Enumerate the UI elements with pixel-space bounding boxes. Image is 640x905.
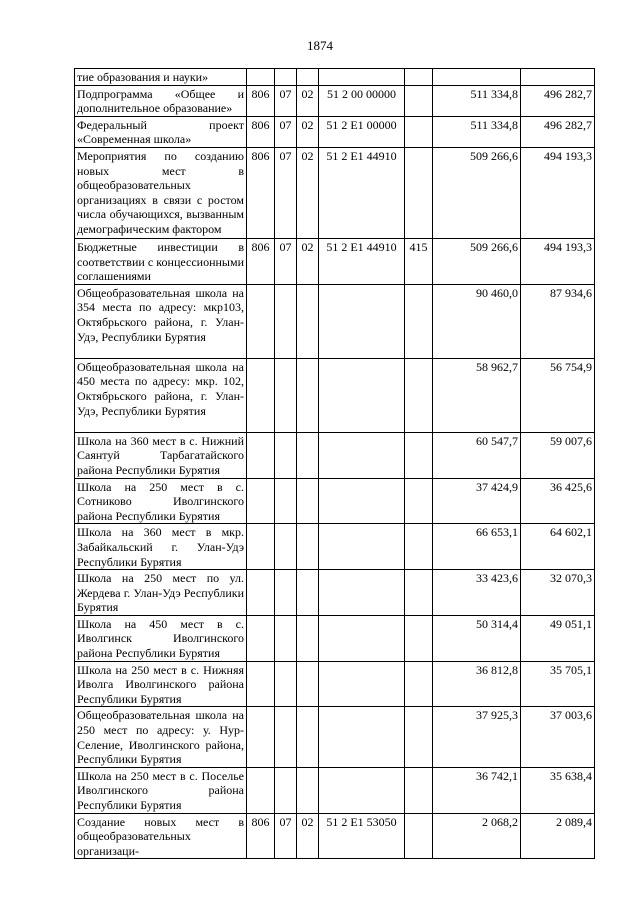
row-amount-2: 37 003,6 bbox=[521, 707, 595, 767]
row-subsection-code bbox=[297, 767, 319, 813]
table-row bbox=[75, 570, 595, 616]
row-amount-2: 35 705,1 bbox=[521, 661, 595, 707]
table-row bbox=[75, 358, 595, 432]
row-ved-code bbox=[247, 358, 275, 432]
row-name: Школа на 360 мест в с. Нижний Саянтуй Тарбагатайского района Республики Бурятия bbox=[75, 432, 247, 478]
row-section-code bbox=[275, 707, 297, 767]
row-target-article: 51 2 E1 44910 bbox=[319, 238, 405, 284]
row-subsection-code bbox=[297, 358, 319, 432]
row-name: Школа на 250 мест по ул. Жердева г. Улан-Удэ Республики Бурятия bbox=[75, 570, 247, 616]
row-section-code bbox=[275, 432, 297, 478]
row-expense-type bbox=[405, 432, 433, 478]
row-subsection-code bbox=[297, 570, 319, 616]
row-amount-1: 509 266,6 bbox=[433, 238, 521, 284]
row-target-article bbox=[319, 524, 405, 570]
row-expense-type bbox=[405, 85, 433, 116]
row-section-code bbox=[275, 524, 297, 570]
row-amount-1: 36 742,1 bbox=[433, 767, 521, 813]
row-expense-type bbox=[405, 116, 433, 147]
row-amount-2: 49 051,1 bbox=[521, 615, 595, 661]
row-ved-code bbox=[247, 570, 275, 616]
table-row bbox=[75, 238, 595, 284]
row-amount-2: 35 638,4 bbox=[521, 767, 595, 813]
row-expense-type bbox=[405, 478, 433, 524]
row-target-article bbox=[319, 661, 405, 707]
row-name: Общеобразовательная школа на 354 места по адресу: мкр103, Октябрьского района, г. Улан-Удэ, Республики Бурятия bbox=[75, 284, 247, 358]
row-expense-type bbox=[405, 661, 433, 707]
row-expense-type bbox=[405, 767, 433, 813]
row-amount-2: 59 007,6 bbox=[521, 432, 595, 478]
row-subsection-code bbox=[297, 661, 319, 707]
table-row bbox=[75, 707, 595, 767]
row-ved-code bbox=[247, 284, 275, 358]
row-amount-2: 496 282,7 bbox=[521, 116, 595, 147]
row-expense-type bbox=[405, 358, 433, 432]
row-target-article bbox=[319, 570, 405, 616]
row-expense-type bbox=[405, 570, 433, 616]
row-amount-1: 33 423,6 bbox=[433, 570, 521, 616]
row-name: Школа на 250 мест в с. Нижняя Иволга Иволгинского района Республики Бурятия bbox=[75, 661, 247, 707]
table-row bbox=[75, 524, 595, 570]
row-subsection-code bbox=[297, 69, 319, 86]
row-target-article bbox=[319, 69, 405, 86]
row-target-article bbox=[319, 432, 405, 478]
row-subsection-code: 02 bbox=[297, 147, 319, 238]
row-subsection-code bbox=[297, 478, 319, 524]
row-subsection-code bbox=[297, 432, 319, 478]
row-amount-2: 56 754,9 bbox=[521, 358, 595, 432]
table-row bbox=[75, 767, 595, 813]
row-ved-code bbox=[247, 615, 275, 661]
row-ved-code bbox=[247, 767, 275, 813]
row-amount-2: 494 193,3 bbox=[521, 147, 595, 238]
row-amount-1: 36 812,8 bbox=[433, 661, 521, 707]
row-section-code bbox=[275, 661, 297, 707]
row-section-code bbox=[275, 570, 297, 616]
row-amount-2: 2 089,4 bbox=[521, 813, 595, 859]
row-subsection-code: 02 bbox=[297, 813, 319, 859]
row-amount-2 bbox=[521, 69, 595, 86]
row-name: Общеобразовательная школа на 250 мест по адресу: у. Нур-Селение, Иволгинского района, Республики Бурятия bbox=[75, 707, 247, 767]
row-target-article bbox=[319, 707, 405, 767]
row-section-code bbox=[275, 358, 297, 432]
row-amount-1: 511 334,8 bbox=[433, 85, 521, 116]
row-expense-type bbox=[405, 707, 433, 767]
table-row bbox=[75, 85, 595, 116]
row-ved-code bbox=[247, 661, 275, 707]
row-name: Бюджетные инвестиции в соответствии с концессионными соглашениями bbox=[75, 238, 247, 284]
row-name: Федеральный проект «Современная школа» bbox=[75, 116, 247, 147]
row-amount-1: 509 266,6 bbox=[433, 147, 521, 238]
row-amount-1: 50 314,4 bbox=[433, 615, 521, 661]
row-expense-type: 415 bbox=[405, 238, 433, 284]
row-expense-type bbox=[405, 524, 433, 570]
row-amount-2: 36 425,6 bbox=[521, 478, 595, 524]
table-row bbox=[75, 432, 595, 478]
row-section-code bbox=[275, 69, 297, 86]
row-name: Школа на 360 мест в мкр. Забайкальский г. Улан-Удэ Республики Бурятия bbox=[75, 524, 247, 570]
table-row bbox=[75, 661, 595, 707]
page-number: 1874 bbox=[307, 38, 333, 53]
row-section-code bbox=[275, 478, 297, 524]
row-target-article: 51 2 E1 53050 bbox=[319, 813, 405, 859]
row-amount-1: 90 460,0 bbox=[433, 284, 521, 358]
row-name: Школа на 250 мест в с. Поселье Иволгинского района Республики Бурятия bbox=[75, 767, 247, 813]
row-target-article bbox=[319, 478, 405, 524]
row-name: Школа на 250 мест в с. Сотниково Иволгинского района Республики Бурятия bbox=[75, 478, 247, 524]
table-row bbox=[75, 147, 595, 238]
row-amount-2: 496 282,7 bbox=[521, 85, 595, 116]
row-expense-type bbox=[405, 147, 433, 238]
row-subsection-code bbox=[297, 615, 319, 661]
row-expense-type bbox=[405, 69, 433, 86]
row-subsection-code: 02 bbox=[297, 238, 319, 284]
row-ved-code: 806 bbox=[247, 85, 275, 116]
table-row bbox=[75, 478, 595, 524]
row-ved-code bbox=[247, 69, 275, 86]
row-amount-1: 37 424,9 bbox=[433, 478, 521, 524]
row-section-code: 07 bbox=[275, 238, 297, 284]
row-subsection-code: 02 bbox=[297, 116, 319, 147]
row-amount-2: 32 070,3 bbox=[521, 570, 595, 616]
row-ved-code: 806 bbox=[247, 813, 275, 859]
row-section-code bbox=[275, 284, 297, 358]
row-amount-2: 64 602,1 bbox=[521, 524, 595, 570]
row-name: Мероприятия по созданию новых мест в общеобразовательных организациях в связи с ростом числа обучающихся, вызванным демографическим фактором bbox=[75, 147, 247, 238]
row-target-article bbox=[319, 767, 405, 813]
row-section-code: 07 bbox=[275, 116, 297, 147]
row-section-code: 07 bbox=[275, 813, 297, 859]
table-row bbox=[75, 615, 595, 661]
row-section-code bbox=[275, 615, 297, 661]
row-name: Создание новых мест в общеобразовательных организаци- bbox=[75, 813, 247, 859]
row-amount-1: 37 925,3 bbox=[433, 707, 521, 767]
row-expense-type bbox=[405, 284, 433, 358]
row-target-article bbox=[319, 284, 405, 358]
row-name: Общеобразовательная школа на 450 места по адресу: мкр. 102, Октябрьского района, г. Улан-Удэ, Республики Бурятия bbox=[75, 358, 247, 432]
row-subsection-code bbox=[297, 284, 319, 358]
row-subsection-code: 02 bbox=[297, 85, 319, 116]
table-row bbox=[75, 116, 595, 147]
row-ved-code bbox=[247, 478, 275, 524]
row-target-article bbox=[319, 358, 405, 432]
row-amount-1: 60 547,7 bbox=[433, 432, 521, 478]
budget-table bbox=[74, 68, 595, 859]
row-amount-2: 494 193,3 bbox=[521, 238, 595, 284]
row-amount-1 bbox=[433, 69, 521, 86]
row-name: Школа на 450 мест в с. Иволгинск Иволгинского района Республики Бурятия bbox=[75, 615, 247, 661]
row-ved-code bbox=[247, 707, 275, 767]
row-subsection-code bbox=[297, 707, 319, 767]
row-amount-1: 2 068,2 bbox=[433, 813, 521, 859]
row-target-article: 51 2 00 00000 bbox=[319, 85, 405, 116]
row-ved-code: 806 bbox=[247, 238, 275, 284]
row-expense-type bbox=[405, 615, 433, 661]
row-target-article: 51 2 E1 44910 bbox=[319, 147, 405, 238]
row-ved-code bbox=[247, 524, 275, 570]
table-row bbox=[75, 69, 595, 86]
table-row bbox=[75, 813, 595, 859]
row-amount-1: 511 334,8 bbox=[433, 116, 521, 147]
row-amount-1: 66 653,1 bbox=[433, 524, 521, 570]
row-target-article: 51 2 E1 00000 bbox=[319, 116, 405, 147]
row-name: тие образования и науки» bbox=[75, 69, 247, 86]
row-name: Подпрограмма «Общее и дополнительное образование» bbox=[75, 85, 247, 116]
row-amount-2: 87 934,6 bbox=[521, 284, 595, 358]
row-section-code: 07 bbox=[275, 85, 297, 116]
row-ved-code: 806 bbox=[247, 116, 275, 147]
row-ved-code: 806 bbox=[247, 147, 275, 238]
row-section-code: 07 bbox=[275, 147, 297, 238]
row-expense-type bbox=[405, 813, 433, 859]
row-subsection-code bbox=[297, 524, 319, 570]
row-target-article bbox=[319, 615, 405, 661]
row-amount-1: 58 962,7 bbox=[433, 358, 521, 432]
row-ved-code bbox=[247, 432, 275, 478]
row-section-code bbox=[275, 767, 297, 813]
table-row bbox=[75, 284, 595, 358]
